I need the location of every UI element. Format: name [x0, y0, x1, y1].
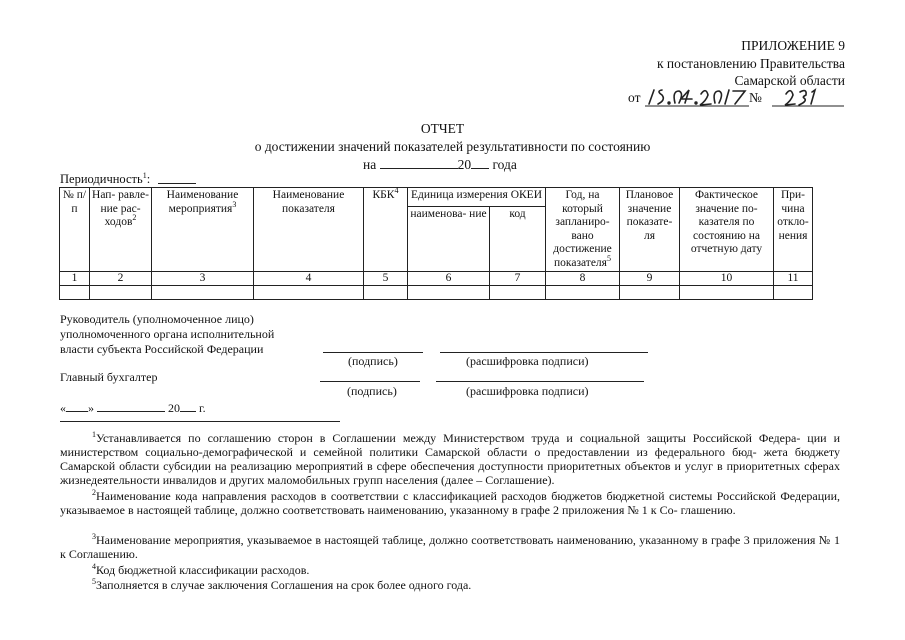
col-actual-header: Фактическое значение по- казателя по состоянию на отчетную дату: [680, 188, 774, 272]
col-unit-name-header: наименова- ние: [408, 207, 490, 272]
col-num-cell: 3: [152, 272, 254, 286]
col-indicator-header: Наименование показателя: [254, 188, 364, 272]
report-table: [59, 187, 813, 300]
head-decode-caption: (расшифровка подписи): [466, 354, 589, 368]
appendix-title: ПРИЛОЖЕНИЕ 9: [741, 38, 845, 53]
col-num-cell: 8: [546, 272, 620, 286]
col-num-cell: 1: [60, 272, 90, 286]
number-sign: №: [749, 90, 762, 105]
footnote-2: $^2$Наименование кода направления расходов в соответствии с классификацией расходов бюджетов бюджетной системы Российской Федерации, указываемое в настоящей таблице, должно соответствовать наименованию, указанному в графе 2 приложения № 1 к Со- глашению.: [60, 488, 840, 517]
signature-date: « » 20 г.: [60, 401, 206, 415]
empty-cell: [90, 286, 152, 300]
report-date-on: на: [363, 157, 377, 172]
empty-cell: [774, 286, 813, 300]
report-subtitle: о достижении значений показателей результативности по состоянию: [254, 139, 651, 154]
accountant-signature-line: [320, 381, 420, 382]
head-decode-line: [440, 352, 648, 353]
appendix-resolution: к постановлению Правительства: [656, 56, 845, 71]
col-unit-group-header: Единица измерения ОКЕИ: [408, 188, 546, 207]
col-unit-code-header: код: [490, 207, 546, 272]
head-title-line1: Руководитель (уполномоченное лицо): [60, 312, 254, 326]
empty-cell: [490, 286, 546, 300]
footnote-5: $^5$Заполняется в случае заключения Соглашения на срок более одного года.: [92, 577, 472, 592]
head-title-line2: уполномоченного органа исполнительной: [60, 327, 275, 341]
report-date-line: [363, 156, 517, 173]
head-title-line3: власти субъекта Российской Федерации: [60, 342, 264, 356]
empty-cell: [408, 286, 490, 300]
col-reason-header: При- чина откло- нения: [774, 188, 813, 272]
head-signature-line: [323, 352, 423, 353]
periodicity-label: Периодичность$^1$:: [60, 170, 151, 186]
col-kbk-header: КБК$^4$: [364, 188, 408, 272]
footnote-4: $^4$Код бюджетной классификации расходов.: [92, 562, 310, 577]
empty-cell: [680, 286, 774, 300]
footnote-3: $^3$Наименование мероприятия, указываемое в настоящей таблице, должно соответствовать наименованию, указанному в графе 3 приложения № 1 к Соглашению.: [60, 532, 840, 561]
col-num-cell: 11: [774, 272, 813, 286]
empty-cell: [254, 286, 364, 300]
head-sign-caption: (подпись): [348, 354, 398, 368]
col-year-header: Год, на который запланиро- вано достижение показателя$^5$: [546, 188, 620, 272]
appendix-region: Самарской области: [734, 73, 845, 88]
col-num-cell: 5: [364, 272, 408, 286]
footnote-separator: [60, 421, 340, 422]
report-date-suffix: года: [492, 157, 517, 172]
col-num-cell: 10: [680, 272, 774, 286]
table-header-row: [60, 188, 813, 207]
report-date-year: 20: [457, 157, 472, 172]
col-planned-header: Плановое значение показате- ля: [620, 188, 680, 272]
empty-cell: [546, 286, 620, 300]
empty-cell: [60, 286, 90, 300]
empty-cell: [620, 286, 680, 300]
col-num-cell: 9: [620, 272, 680, 286]
empty-cell: [364, 286, 408, 300]
date-prefix: от: [628, 90, 641, 105]
footnote-1: $^1$Устанавливается по соглашению сторон в Соглашении между Министерством труда и социальной защиты Российской Федера- ции и министерством социально-демографической и семейной политики Самарской области о предоставлении из федерального бюд- жета бюджету Самарской области субсидии на реализацию мероприятий в сфере обеспечения доступности приоритетных объектов и услуг в приоритетных сферах жизнедеятельности инвалидов и других маломобильных групп населения (далее – Соглашение).: [60, 430, 840, 487]
accountant-decode-line: [436, 381, 644, 382]
table-empty-row: [60, 286, 813, 300]
col-num-cell: 7: [490, 272, 546, 286]
col-number-header: № п/п: [60, 188, 90, 272]
table-number-row: [60, 272, 813, 286]
col-num-cell: 4: [254, 272, 364, 286]
col-num-cell: 6: [408, 272, 490, 286]
accountant-sign-caption: (подпись): [347, 384, 397, 398]
empty-cell: [152, 286, 254, 300]
chief-accountant-label: Главный бухгалтер: [60, 370, 158, 384]
col-event-header: Наименование мероприятия$^3$: [152, 188, 254, 272]
handwritten-number: [770, 86, 846, 108]
col-num-cell: 2: [90, 272, 152, 286]
report-title: ОТЧЕТ: [420, 121, 465, 136]
handwritten-date: [645, 86, 765, 108]
col-direction-header: Нап- равле- ние рас- ходов$^2$: [90, 188, 152, 272]
accountant-decode-caption: (расшифровка подписи): [466, 384, 589, 398]
